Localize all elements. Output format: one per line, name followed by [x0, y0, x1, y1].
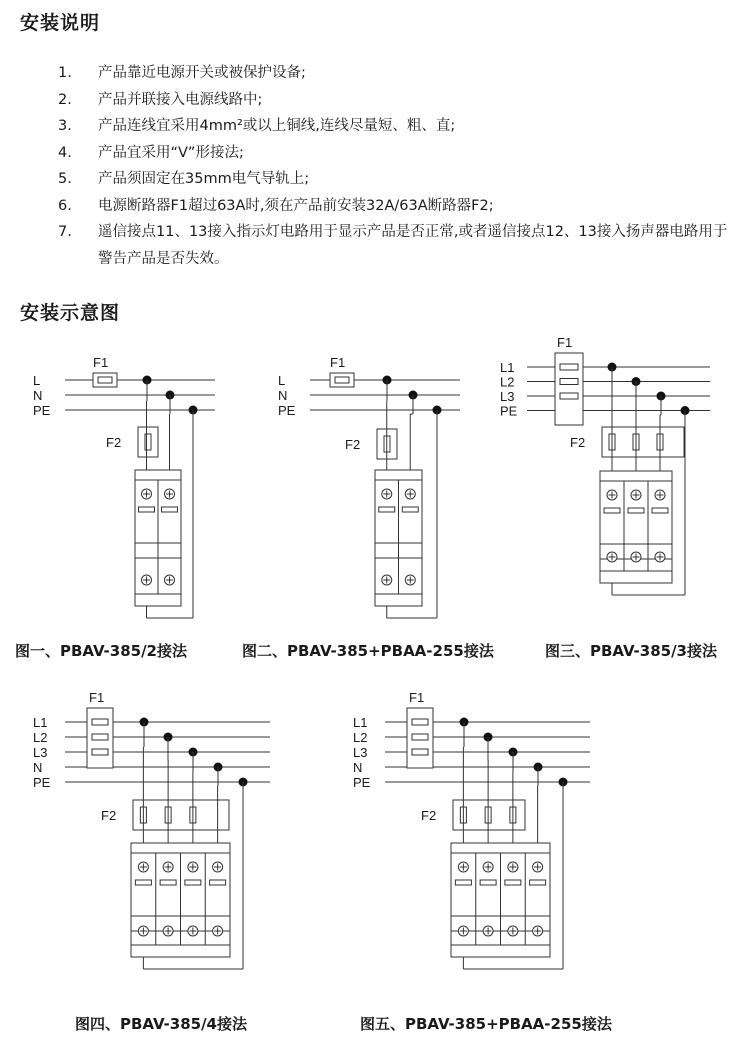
line-label: PE	[278, 403, 296, 418]
fuse-element-icon	[98, 377, 112, 383]
step-text: 产品并联接入电源线路中;	[98, 91, 263, 108]
line-label: PE	[33, 403, 51, 418]
status-window	[505, 880, 521, 885]
step-number: 5.	[58, 171, 72, 187]
status-window	[210, 880, 226, 885]
f2-breaker-box	[133, 800, 229, 830]
line-label: L	[278, 373, 286, 388]
status-window	[160, 880, 176, 885]
wiring-diagram-2	[270, 345, 470, 620]
line-label: L1	[33, 715, 48, 730]
line-label: N	[353, 760, 363, 775]
line-label: L	[33, 373, 41, 388]
status-window	[402, 507, 418, 512]
fuse-element-icon	[412, 719, 428, 725]
f2-label: F2	[101, 808, 117, 823]
status-window	[379, 507, 395, 512]
f1-label: F1	[93, 355, 109, 370]
step-number: 6.	[58, 197, 72, 214]
f1-label: F1	[330, 355, 346, 370]
step-item	[58, 166, 738, 193]
fuse-element-icon	[335, 377, 349, 383]
fuse-element-icon	[412, 734, 428, 740]
line-label: PE	[500, 403, 518, 419]
step-text: 遥信接点11、13接入指示灯电路用于显示产品是否正常,或者遥信接点12、13接入扬声器电路用于警告产品是否失效。	[98, 224, 728, 267]
line-label: N	[33, 388, 43, 403]
status-window	[604, 508, 620, 513]
figure-caption-3: 图三、PBAV-385/3接法	[545, 642, 717, 660]
line-label: L2	[500, 374, 515, 390]
wiring-diagram-1	[25, 345, 225, 620]
f2-label: F2	[345, 437, 361, 452]
line-label: N	[278, 388, 288, 403]
figure-caption-5: 图五、PBAV-385+PBAA-255接法	[360, 1015, 612, 1033]
fuse-element-icon	[92, 749, 108, 755]
f2-label: F2	[106, 435, 122, 450]
line-label: L1	[353, 715, 368, 730]
fuse-element-icon	[560, 393, 578, 399]
step-text: 产品宜采用“V”形接法;	[98, 144, 244, 161]
wiring-diagram-4	[25, 690, 280, 993]
f2-label: F2	[421, 808, 437, 823]
spd-module-body	[600, 471, 672, 583]
f2-label: F2	[570, 435, 586, 450]
line-label: L3	[33, 745, 48, 760]
fuse-element-icon	[92, 719, 108, 725]
install-steps-list	[58, 60, 738, 272]
step-number: 4.	[58, 144, 72, 161]
status-window	[185, 880, 201, 885]
fuse-element-icon	[560, 379, 578, 385]
line-label: L3	[353, 745, 368, 760]
status-window	[530, 880, 546, 885]
line-label: L1	[500, 360, 515, 375]
status-window	[162, 507, 178, 512]
wiring-diagram-5	[345, 690, 600, 993]
wiring-diagram-3	[495, 333, 720, 623]
step-text: 产品靠近电源开关或被保护设备;	[98, 65, 306, 81]
status-window	[652, 508, 668, 513]
status-window	[480, 880, 496, 885]
fuse-element-icon	[92, 734, 108, 740]
step-number: 2.	[58, 91, 72, 108]
line-label: PE	[33, 775, 51, 790]
status-window	[135, 880, 151, 885]
figure-caption-2: 图二、PBAV-385+PBAA-255接法	[242, 642, 494, 660]
status-window	[455, 880, 471, 885]
step-text: 电源断路器F1超过63A时,须在产品前安装32A/63A断路器F2;	[98, 197, 494, 214]
fuse-element-icon	[412, 749, 428, 755]
step-text: 产品须固定在35mm电气导轨上;	[98, 171, 310, 187]
step-item	[58, 193, 738, 220]
line-label: L2	[33, 730, 48, 745]
step-number: 3.	[58, 118, 72, 134]
step-text: 产品连线宜采用4mm²或以上铜线,连线尽量短、粗、直;	[98, 118, 456, 134]
line-label: L2	[353, 730, 368, 745]
status-window	[628, 508, 644, 513]
step-item	[58, 219, 738, 272]
f1-label: F1	[89, 690, 105, 705]
status-window	[139, 507, 155, 512]
figure-caption-1: 图一、PBAV-385/2接法	[15, 642, 187, 660]
step-number: 1.	[58, 65, 72, 81]
install-diagram-heading: 安装示意图	[20, 302, 121, 324]
step-item	[58, 140, 738, 167]
figure-caption-4: 图四、PBAV-385/4接法	[75, 1015, 247, 1033]
step-item	[58, 60, 738, 87]
f1-label: F1	[557, 335, 573, 350]
line-label: N	[33, 760, 43, 775]
step-item	[58, 113, 738, 140]
step-number: 7.	[58, 224, 72, 240]
line-label: L3	[500, 389, 515, 404]
fuse-element-icon	[560, 364, 578, 370]
f1-label: F1	[409, 690, 425, 705]
breaker-pole-icon	[145, 434, 151, 450]
step-item	[58, 87, 738, 114]
install-instructions-heading: 安装说明	[20, 12, 101, 34]
line-label: PE	[353, 775, 371, 790]
